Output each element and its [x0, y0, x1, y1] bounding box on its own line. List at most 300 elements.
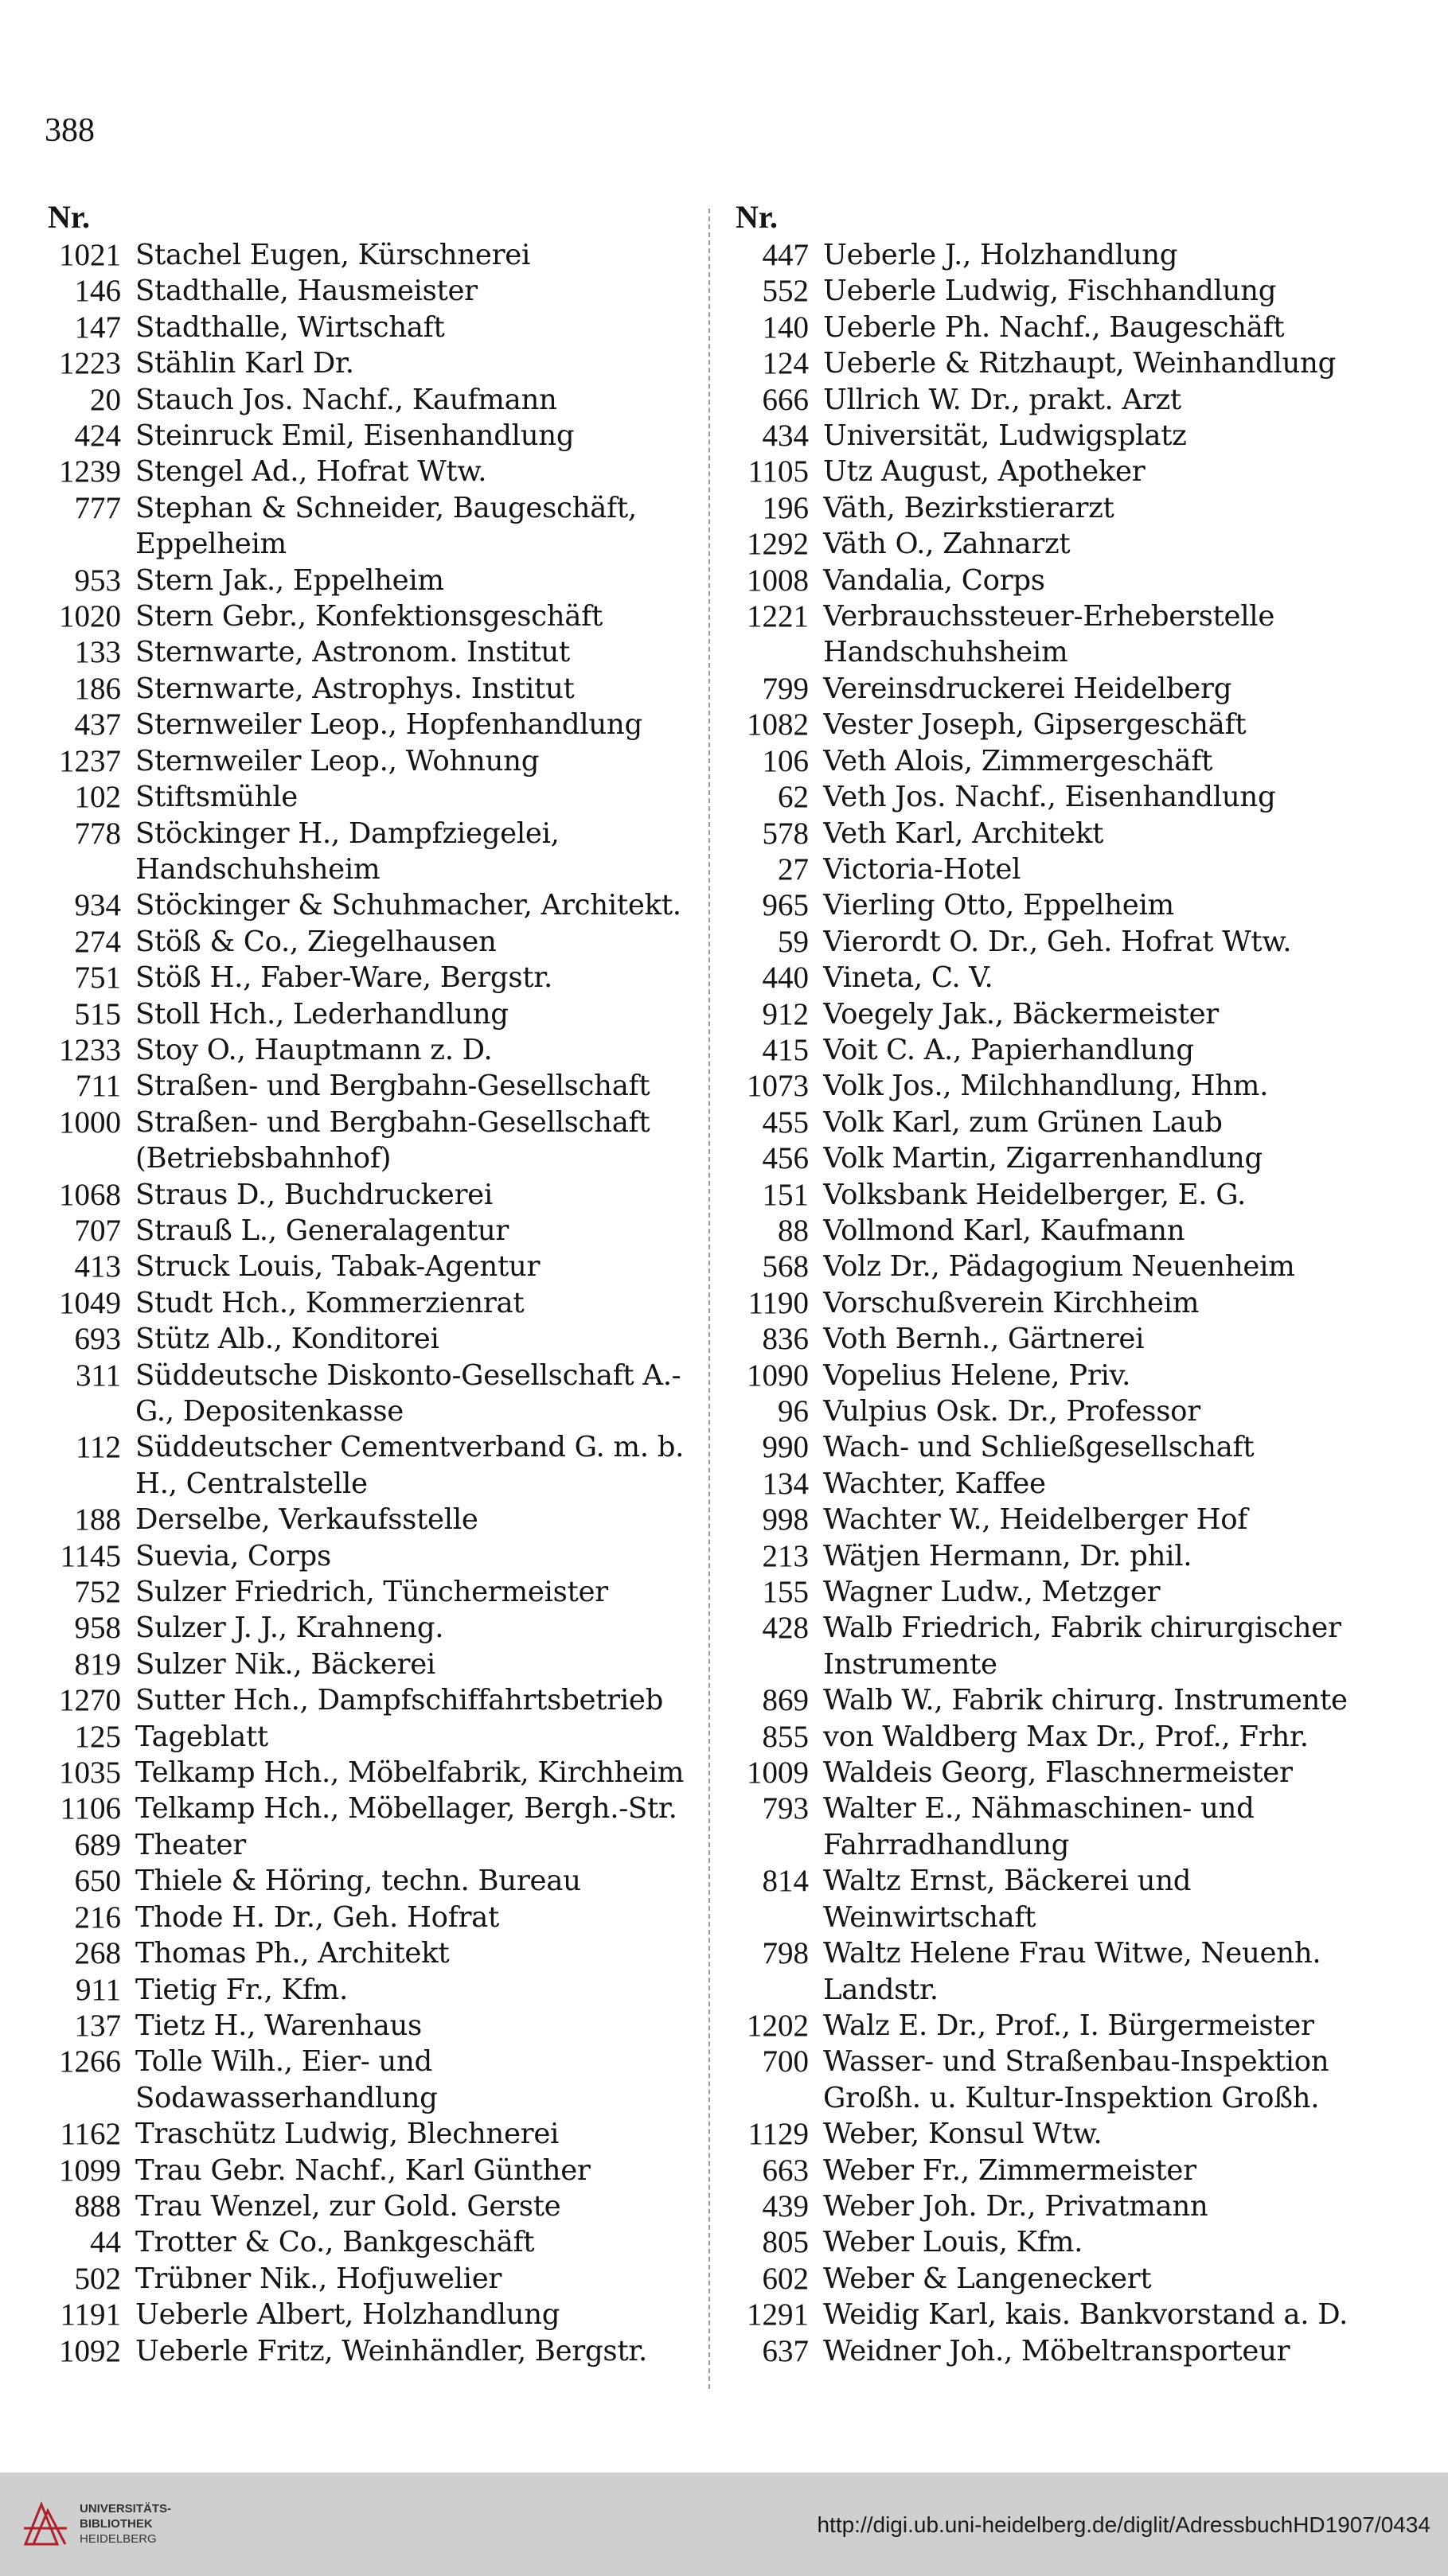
entry-name: Wach- und Schließgesellschaft [823, 1431, 1255, 1464]
entry-name: Thode H. Dr., Geh. Hofrat [135, 1900, 500, 1934]
library-name-line: UNIVERSITÄTS- [80, 2502, 172, 2516]
entry-name: Trau Gebr. Nachf., Karl Günther [135, 2153, 591, 2187]
library-name-line: HEIDELBERG [80, 2532, 157, 2546]
entry-name: Struck Louis, Tabak-Agentur [135, 1250, 541, 1284]
entry-name: Sulzer Friedrich, Tünchermeister [135, 1576, 608, 1609]
entry-number: 439 [762, 2188, 809, 2223]
right-column-header: Nr. [736, 199, 778, 235]
entry-number: 1129 [747, 2117, 809, 2152]
entry-number: 799 [762, 671, 809, 706]
directory-entry [724, 454, 1393, 489]
entry-number: 311 [75, 1358, 121, 1393]
directory-entry [724, 852, 1393, 887]
entry-number: 568 [762, 1249, 809, 1284]
footer-bar [0, 2473, 1448, 2576]
entry-name: Weber & Langeneckert [823, 2262, 1152, 2295]
entry-name: Straßen- und Bergbahn-Gesellschaft [135, 1070, 650, 1103]
directory-entry [724, 743, 1393, 779]
entry-number: 1021 [59, 238, 121, 272]
entry-name: Walter E., Nähmaschinen- und Fahrradhandlung [823, 1792, 1255, 1861]
entry-name: Wachter, Kaffee [823, 1467, 1046, 1500]
entry-name: Ueberle J., Holzhandlung [823, 239, 1178, 271]
entry-name: Volz Dr., Pädagogium Neuenheim [823, 1250, 1295, 1284]
entry-name: Trotter & Co., Bankgeschäft [135, 2226, 535, 2259]
directory-entry [724, 273, 1393, 309]
entry-number: 1292 [747, 527, 809, 562]
entry-number: 424 [74, 419, 121, 454]
directory-entry [724, 1935, 1393, 2008]
entry-number: 27 [778, 852, 809, 887]
directory-entry [37, 382, 705, 418]
entry-number: 188 [74, 1502, 121, 1537]
entry-number: 798 [762, 1936, 809, 1971]
directory-entry [724, 345, 1393, 381]
directory-entry [724, 2153, 1393, 2188]
entry-name: Stöckinger H., Dampfziegelei, Handschuhsheim [135, 816, 560, 886]
entry-name: Stoy O., Hauptmann z. D. [135, 1033, 493, 1066]
left-entries [37, 237, 705, 2369]
entry-name: Väth, Bezirkstierarzt [823, 491, 1114, 524]
entry-name: Traschütz Ludwig, Blechnerei [135, 2118, 560, 2151]
directory-entry [37, 490, 705, 563]
entry-number: 855 [762, 1719, 809, 1754]
entry-number: 455 [762, 1105, 809, 1140]
entry-name: Voegely Jak., Bäckermeister [823, 997, 1219, 1031]
directory-entry [724, 2261, 1393, 2297]
entry-number: 88 [778, 1213, 809, 1248]
directory-entry [724, 490, 1393, 526]
entry-name: Straßen- und Bergbahn-Gesellschaft (Betriebsbahnhof) [135, 1105, 650, 1175]
entry-number: 1191 [60, 2297, 121, 2332]
directory-entry [724, 563, 1393, 598]
entry-number: 666 [762, 382, 809, 417]
page-number: 388 [45, 112, 95, 149]
directory-entry [37, 1755, 705, 1791]
entry-number: 456 [762, 1141, 809, 1176]
entry-number: 1233 [59, 1032, 121, 1067]
entry-number: 912 [762, 996, 809, 1031]
entry-number: 20 [90, 382, 121, 417]
entry-name: Stern Gebr., Konfektionsgeschäft [135, 600, 603, 633]
entry-name: Ueberle Ludwig, Fischhandlung [823, 275, 1277, 308]
directory-entry [37, 2333, 705, 2369]
directory-entry [724, 1321, 1393, 1357]
directory-entry [37, 816, 705, 888]
entry-name: Weidner Joh., Möbeltransporteur [823, 2334, 1290, 2368]
directory-entry [724, 1177, 1393, 1213]
entry-name: Volk Karl, zum Grünen Laub [823, 1105, 1223, 1139]
entry-name: Waltz Ernst, Bäckerei und Weinwirtschaft [823, 1865, 1192, 1934]
entry-name: Trübner Nik., Hofjuwelier [135, 2262, 502, 2295]
entry-name: Wachter W., Heidelberger Hof [823, 1503, 1248, 1537]
entry-number: 1221 [747, 599, 809, 634]
directory-entry [37, 454, 705, 489]
entry-name: Walb W., Fabrik chirurg. Instrumente [823, 1684, 1348, 1717]
directory-entry [37, 1610, 705, 1646]
entry-number: 134 [762, 1466, 809, 1501]
entry-number: 1223 [59, 346, 121, 381]
entry-name: Sternwarte, Astrophys. Institut [135, 672, 575, 705]
entry-name: Vulpius Osk. Dr., Professor [823, 1395, 1200, 1428]
directory-entry [37, 1321, 705, 1357]
entry-number: 751 [74, 961, 121, 996]
directory-entry [724, 1429, 1393, 1465]
directory-entry [37, 2261, 705, 2297]
directory-entry [724, 2188, 1393, 2224]
entry-number: 216 [74, 1900, 121, 1935]
entry-name: Studt Hch., Kommerzienrat [135, 1286, 525, 1319]
directory-entry [37, 237, 705, 273]
directory-entry [37, 2008, 705, 2044]
entry-name: Stachel Eugen, Kürschnerei [135, 239, 531, 271]
entry-number: 953 [74, 563, 121, 598]
directory-entry [37, 634, 705, 670]
entry-name: Ueberle & Ritzhaupt, Weinhandlung [823, 347, 1337, 380]
entry-name: Steinruck Emil, Eisenhandlung [135, 419, 575, 453]
directory-entry [37, 1719, 705, 1755]
entry-name: Vorschußverein Kirchheim [823, 1286, 1200, 1319]
entry-name: Voth Bernh., Gärtnerei [823, 1323, 1145, 1356]
entry-name: Tietig Fr., Kfm. [135, 1973, 349, 2006]
entry-name: Weber Louis, Kfm. [823, 2226, 1083, 2259]
entry-name: Thiele & Höring, techn. Bureau [135, 1865, 581, 1898]
entry-number: 700 [762, 2044, 809, 2079]
entry-number: 1092 [59, 2333, 121, 2368]
entry-number: 602 [762, 2261, 809, 2296]
entry-name: Tolle Wilh., Eier- und Sodawasserhandlung [135, 2045, 438, 2114]
directory-entry [37, 418, 705, 454]
entry-number: 836 [762, 1322, 809, 1357]
entry-number: 155 [762, 1575, 809, 1610]
directory-entry [37, 1900, 705, 1935]
directory-entry [724, 2297, 1393, 2332]
entry-number: 137 [74, 2008, 121, 2043]
directory-entry [724, 779, 1393, 815]
entry-number: 805 [762, 2225, 809, 2260]
entry-name: Stählin Karl Dr. [135, 347, 354, 380]
entry-number: 777 [74, 490, 121, 525]
entry-name: Universität, Ludwigsplatz [823, 419, 1187, 453]
entry-name: Telkamp Hch., Möbelfabrik, Kirchheim [135, 1756, 685, 1790]
directory-entry [724, 1358, 1393, 1393]
entry-number: 650 [74, 1864, 121, 1899]
directory-entry [37, 1429, 705, 1502]
entry-name: Utz August, Apotheker [823, 455, 1146, 489]
directory-entry [724, 1610, 1393, 1682]
entry-name: Stöß H., Faber-Ware, Bergstr. [135, 961, 552, 995]
entry-name: Veth Karl, Architekt [823, 816, 1104, 850]
directory-entry [724, 1032, 1393, 1068]
entry-name: Wagner Ludw., Metzger [823, 1576, 1161, 1609]
entry-number: 819 [74, 1647, 121, 1682]
entry-name: Stadthalle, Hausmeister [135, 275, 478, 308]
entry-name: Waldeis Georg, Flaschnermeister [823, 1756, 1293, 1790]
directory-entry [37, 2116, 705, 2152]
directory-entry [724, 598, 1393, 671]
column-divider [708, 208, 710, 2389]
directory-entry [724, 1285, 1393, 1321]
library-seal-icon [18, 2496, 73, 2552]
entry-name: Stoll Hch., Lederhandlung [135, 997, 509, 1031]
entry-name: Stengel Ad., Hofrat Wtw. [135, 455, 487, 489]
entry-name: Ueberle Albert, Holzhandlung [135, 2298, 560, 2332]
entry-number: 693 [74, 1322, 121, 1357]
entry-number: 1266 [59, 2044, 121, 2079]
entry-name: Stöß & Co., Ziegelhausen [135, 925, 497, 958]
entry-number: 778 [74, 816, 121, 851]
entry-number: 1291 [747, 2297, 809, 2332]
entry-number: 689 [74, 1827, 121, 1862]
directory-entry [37, 310, 705, 345]
directory-entry [37, 1285, 705, 1321]
directory-entry [37, 1972, 705, 2008]
entry-number: 1009 [747, 1756, 809, 1791]
entry-number: 1239 [59, 454, 121, 489]
entry-number: 814 [762, 1864, 809, 1899]
entry-number: 102 [74, 780, 121, 815]
directory-entry [37, 1105, 705, 1177]
directory-entry [37, 563, 705, 598]
directory-entry [37, 671, 705, 707]
directory-entry [37, 1574, 705, 1610]
entry-name: Volk Jos., Milchhandlung, Hhm. [823, 1070, 1269, 1103]
directory-entry [37, 2224, 705, 2260]
directory-entry [37, 1682, 705, 1718]
entry-name: Süddeutscher Cementverband G. m. b. H., Centralstelle [135, 1431, 685, 1500]
entry-name: Vandalia, Corps [823, 563, 1045, 597]
entry-number: 958 [74, 1611, 121, 1646]
directory-entry [37, 2044, 705, 2116]
entry-number: 1049 [59, 1285, 121, 1320]
entry-name: Wätjen Hermann, Dr. phil. [823, 1539, 1192, 1572]
entry-number: 869 [762, 1683, 809, 1718]
directory-entry [724, 2224, 1393, 2260]
entry-name: Trau Wenzel, zur Gold. Gerste [135, 2189, 561, 2223]
entry-number: 1068 [59, 1177, 121, 1212]
directory-entry [37, 887, 705, 923]
directory-entry [724, 1755, 1393, 1791]
entry-name: Stadthalle, Wirtschaft [135, 310, 445, 344]
directory-entry [724, 2116, 1393, 2152]
directory-entry [724, 1393, 1393, 1429]
directory-entry [37, 1177, 705, 1213]
entry-name: Vester Joseph, Gipsergeschäft [823, 708, 1247, 742]
directory-entry [37, 1249, 705, 1284]
entry-number: 1237 [59, 743, 121, 778]
entry-number: 934 [74, 888, 121, 923]
directory-entry [724, 1140, 1393, 1176]
entry-name: Vopelius Helene, Priv. [823, 1358, 1131, 1392]
entry-number: 502 [74, 2261, 121, 2296]
directory-entry [724, 1719, 1393, 1755]
directory-entry [37, 1863, 705, 1899]
directory-entry [724, 2044, 1393, 2116]
entry-number: 965 [762, 888, 809, 923]
directory-entry [724, 996, 1393, 1032]
entry-number: 1008 [747, 563, 809, 598]
entry-number: 106 [762, 743, 809, 778]
left-column [37, 197, 705, 2369]
entry-number: 434 [762, 419, 809, 454]
directory-entry [37, 960, 705, 996]
directory-entry [724, 1574, 1393, 1610]
entry-name: Stütz Alb., Konditorei [135, 1323, 439, 1356]
entry-number: 711 [75, 1069, 121, 1104]
entry-name: Derselbe, Verkaufsstelle [135, 1503, 478, 1537]
entry-name: Vierling Otto, Eppelheim [823, 889, 1174, 922]
entry-name: Wasser- und Straßenbau-Inspektion Großh. u. Kultur-Inspektion Großh. [823, 2045, 1329, 2114]
directory-entry [724, 671, 1393, 707]
entry-number: 707 [74, 1213, 121, 1248]
entry-name: Volksbank Heidelberger, E. G. [823, 1178, 1247, 1211]
directory-entry [724, 1068, 1393, 1104]
entry-name: Stiftsmühle [135, 781, 299, 814]
entry-name: Sulzer J. J., Krahneng. [135, 1611, 444, 1645]
entry-number: 59 [778, 924, 809, 959]
directory-entry [37, 1502, 705, 1537]
entry-name: Weber Fr., Zimmermeister [823, 2153, 1196, 2187]
entry-number: 196 [762, 490, 809, 525]
entry-number: 415 [762, 1032, 809, 1067]
entry-name: Victoria-Hotel [823, 852, 1021, 886]
entry-number: 124 [762, 346, 809, 381]
directory-entry [724, 1863, 1393, 1935]
entry-number: 1082 [747, 707, 809, 742]
directory-entry [724, 1249, 1393, 1284]
directory-entry [724, 237, 1393, 273]
directory-entry [724, 1105, 1393, 1140]
entry-name: Ullrich W. Dr., prakt. Arzt [823, 383, 1181, 416]
entry-number: 990 [762, 1430, 809, 1465]
directory-entry [724, 418, 1393, 454]
directory-entry [37, 1647, 705, 1682]
directory-entry [37, 1032, 705, 1068]
entry-number: 998 [762, 1502, 809, 1537]
entry-name: Sternwarte, Astronom. Institut [135, 636, 570, 669]
entry-number: 274 [74, 924, 121, 959]
left-column-header: Nr. [48, 199, 90, 235]
entry-number: 1099 [59, 2153, 121, 2188]
entry-name: Verbrauchssteuer-Erheberstelle Handschuhsheim [823, 600, 1275, 669]
entry-number: 515 [74, 996, 121, 1031]
entry-number: 151 [762, 1177, 809, 1212]
entry-number: 793 [762, 1791, 809, 1826]
source-url-link[interactable]: http://digi.ub.uni-heidelberg.de/diglit/AdressbuchHD1907/0434 [817, 2512, 1430, 2537]
entry-name: Stöckinger & Schuhmacher, Architekt. [135, 889, 681, 922]
right-entries [724, 237, 1393, 2369]
directory-entry [37, 2297, 705, 2332]
directory-entry [37, 598, 705, 634]
entry-name: Ueberle Fritz, Weinhändler, Bergstr. [135, 2334, 648, 2368]
entry-name: Tietz H., Warenhaus [135, 2009, 422, 2042]
entry-name: Stern Jak., Eppelheim [135, 563, 444, 597]
entry-name: Sternweiler Leop., Hopfenhandlung [135, 708, 642, 742]
entry-name: Weber, Konsul Wtw. [823, 2118, 1103, 2151]
entry-number: 1000 [59, 1105, 121, 1140]
directory-entry [724, 1538, 1393, 1574]
entry-name: Volk Martin, Zigarrenhandlung [823, 1142, 1263, 1175]
entry-name: Vineta, C. V. [823, 961, 993, 995]
entry-number: 1105 [747, 454, 809, 489]
entry-number: 911 [75, 1972, 121, 2007]
entry-number: 447 [762, 238, 809, 272]
entry-number: 437 [74, 707, 121, 742]
entry-number: 440 [762, 961, 809, 996]
directory-entry [724, 2008, 1393, 2044]
directory-entry [724, 960, 1393, 996]
entry-name: Waltz Helene Frau Witwe, Neuenh. Landstr. [823, 1937, 1321, 2006]
directory-entry [37, 1213, 705, 1249]
directory-entry [724, 887, 1393, 923]
entry-number: 663 [762, 2153, 809, 2188]
entry-name: Walz E. Dr., Prof., I. Bürgermeister [823, 2009, 1314, 2042]
entry-name: Veth Jos. Nachf., Eisenhandlung [823, 781, 1276, 814]
directory-entry [724, 816, 1393, 852]
entry-number: 428 [762, 1611, 809, 1646]
directory-entry [724, 1466, 1393, 1502]
directory-entry [37, 1935, 705, 1971]
entry-name: Telkamp Hch., Möbellager, Bergh.-Str. [135, 1792, 677, 1826]
entry-number: 62 [778, 780, 809, 815]
entry-name: Vereinsdruckerei Heidelberg [823, 672, 1232, 705]
entry-number: 1020 [59, 599, 121, 634]
entry-number: 752 [74, 1575, 121, 1610]
entry-number: 552 [762, 274, 809, 309]
directory-entry [724, 526, 1393, 562]
directory-entry [37, 707, 705, 742]
entry-number: 1106 [60, 1791, 121, 1826]
directory-entry [37, 345, 705, 381]
entry-name: Voit C. A., Papierhandlung [823, 1033, 1194, 1066]
library-name [80, 2501, 171, 2547]
entry-name: Weber Joh. Dr., Privatmann [823, 2189, 1208, 2223]
directory-entry [37, 273, 705, 309]
entry-number: 96 [778, 1394, 809, 1428]
directory-entry [724, 924, 1393, 960]
entry-name: Straus D., Buchdruckerei [135, 1178, 493, 1211]
entry-name: Stephan & Schneider, Baugeschäft, Eppelheim [135, 491, 637, 561]
entry-name: Stauch Jos. Nachf., Kaufmann [135, 383, 557, 416]
directory-entry [724, 707, 1393, 742]
directory-entry [37, 779, 705, 815]
entry-number: 1090 [747, 1358, 809, 1393]
entry-number: 888 [74, 2188, 121, 2223]
entry-number: 140 [762, 310, 809, 345]
entry-number: 133 [74, 635, 121, 670]
directory-entry [37, 1538, 705, 1574]
entry-number: 146 [74, 274, 121, 309]
entry-name: von Waldberg Max Dr., Prof., Frhr. [823, 1720, 1309, 1753]
entry-number: 413 [74, 1249, 121, 1284]
directory-entry [37, 743, 705, 779]
entry-name: Süddeutsche Diskonto-Gesellschaft A.-G., Depositenkasse [135, 1358, 681, 1428]
entry-name: Sulzer Nik., Bäckerei [135, 1647, 435, 1681]
directory-entry [37, 1068, 705, 1104]
entry-number: 125 [74, 1719, 121, 1754]
directory-entry [724, 1213, 1393, 1249]
entry-name: Väth O., Zahnarzt [823, 528, 1071, 561]
entry-number: 112 [75, 1430, 121, 1465]
directory-entry [724, 1502, 1393, 1537]
entry-number: 1190 [747, 1285, 809, 1320]
directory-entry [724, 2333, 1393, 2369]
entry-number: 1202 [747, 2008, 809, 2043]
directory-entry [37, 996, 705, 1032]
directory-entry [37, 2188, 705, 2224]
entry-number: 1270 [59, 1683, 121, 1718]
entry-number: 578 [762, 816, 809, 851]
directory-entry [37, 2153, 705, 2188]
